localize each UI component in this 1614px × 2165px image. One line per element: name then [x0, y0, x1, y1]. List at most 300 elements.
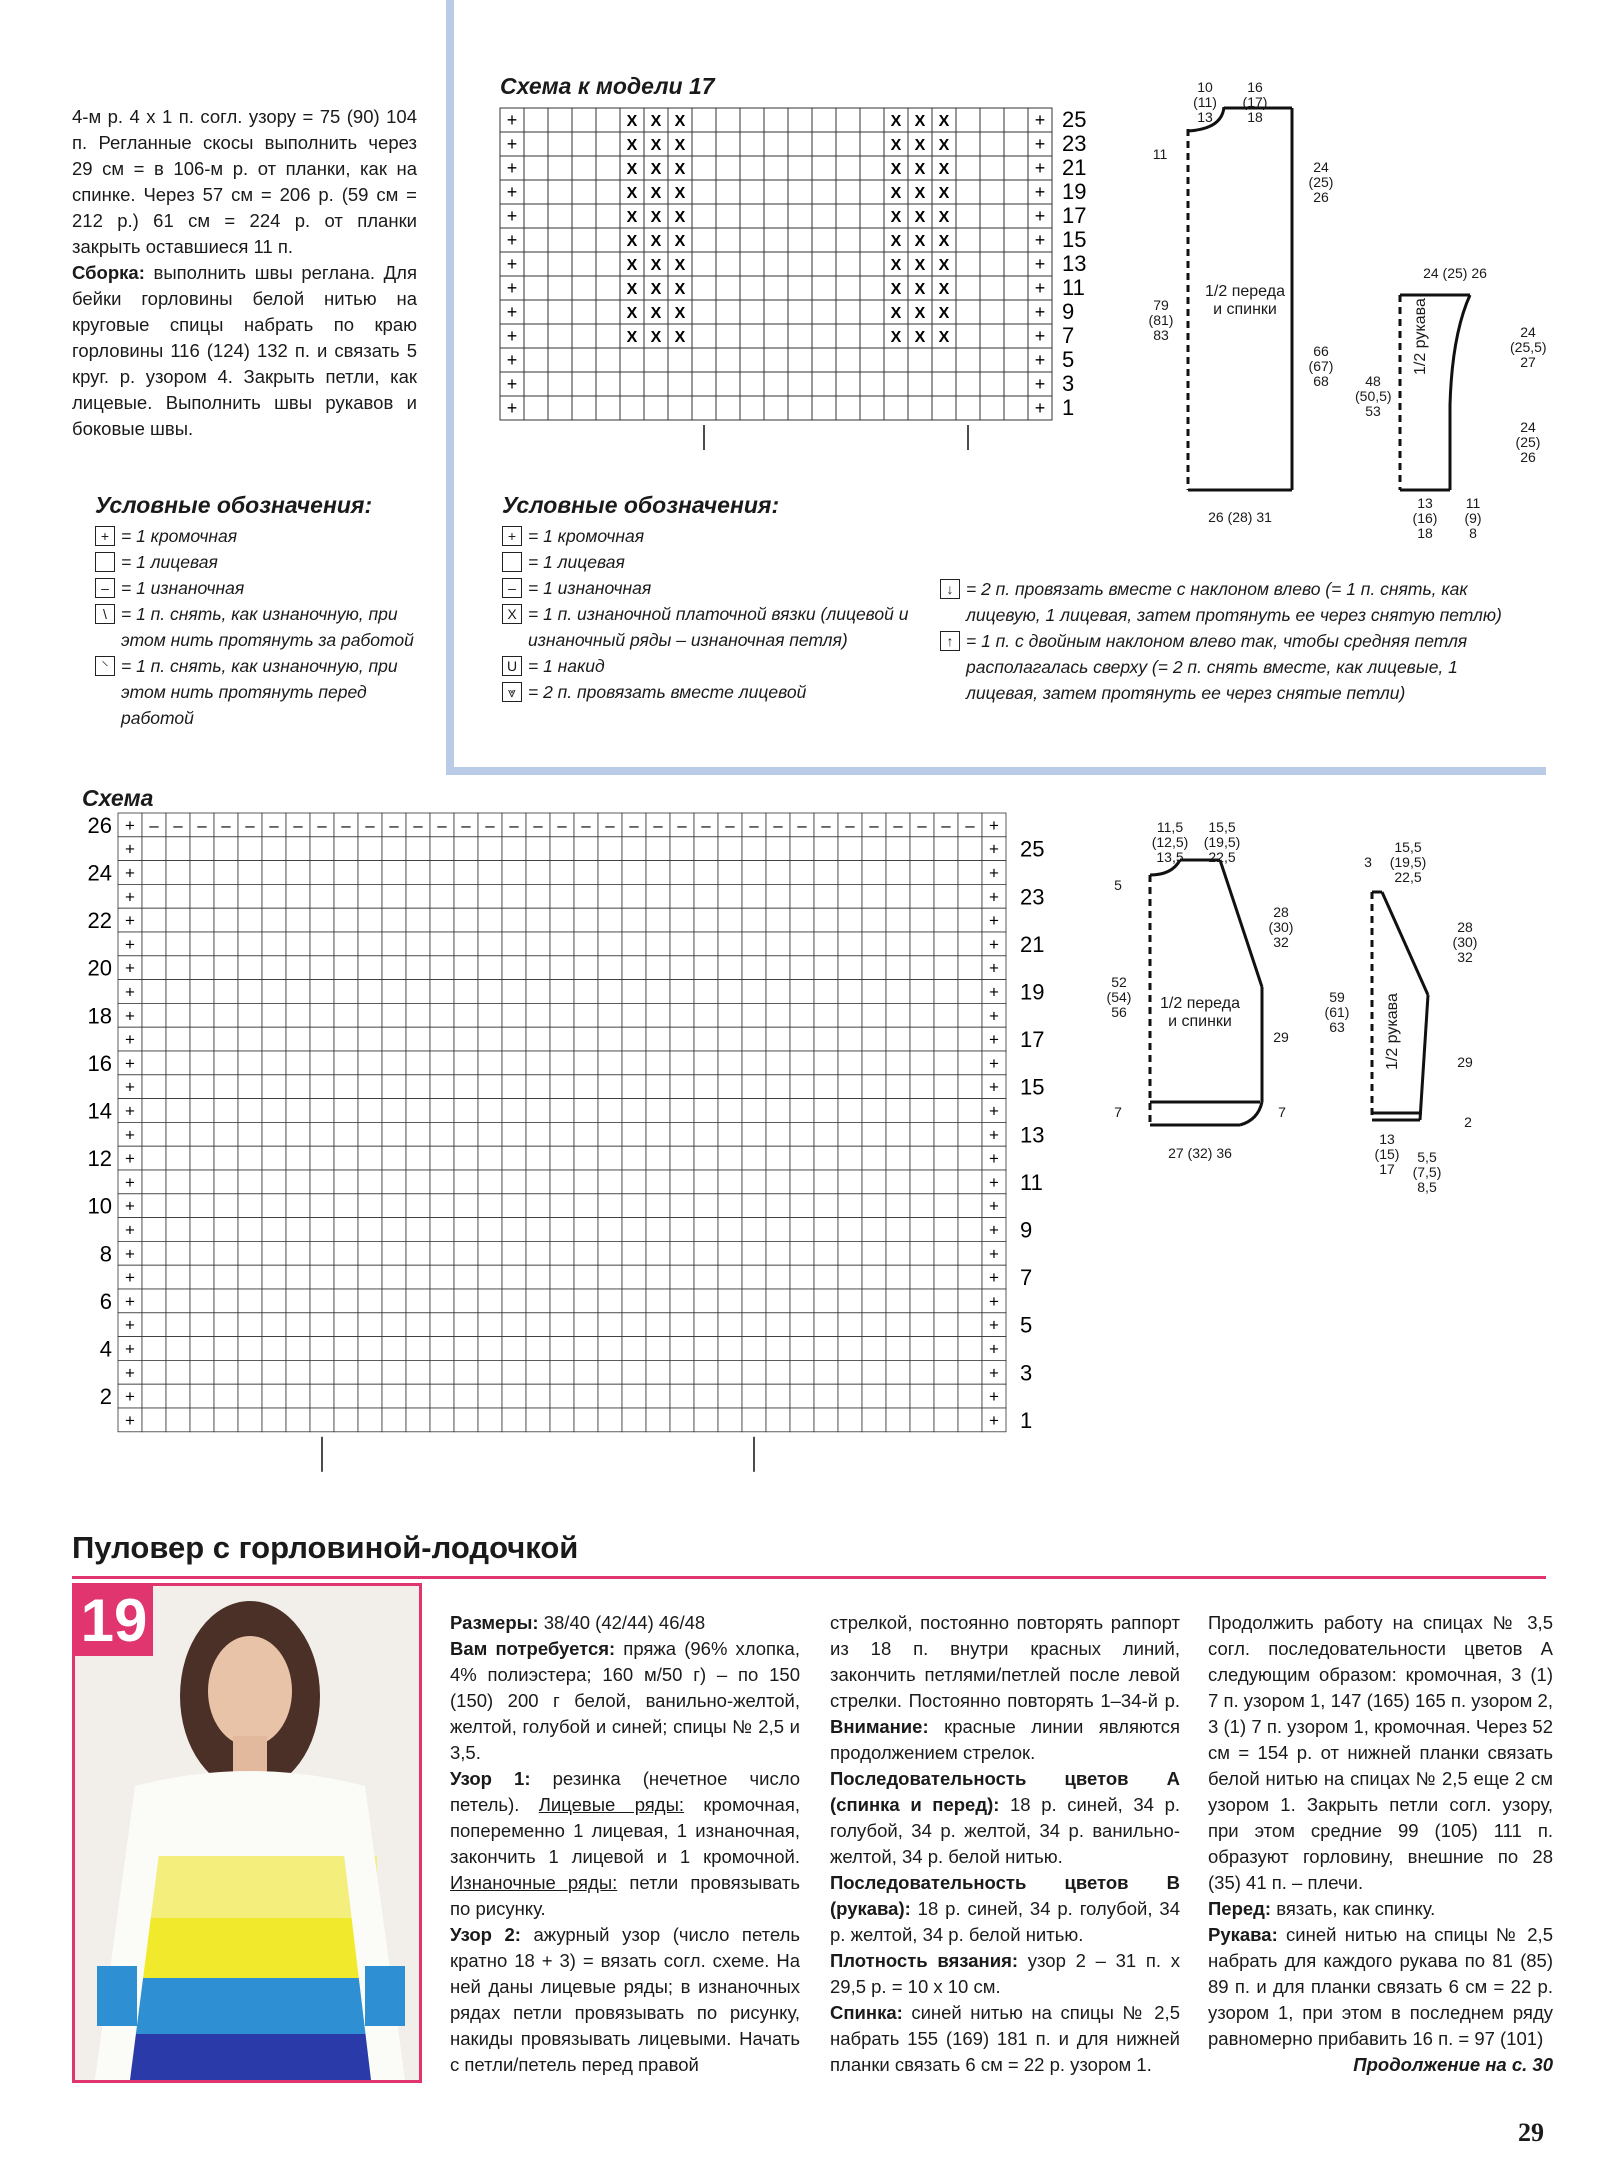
- chart-cell: [214, 1337, 238, 1361]
- chart-cell: [934, 1384, 958, 1408]
- chart-cell: [742, 1170, 766, 1194]
- chart-cell: [814, 1003, 838, 1027]
- chart-cell: [430, 1265, 454, 1289]
- chart-cell: [262, 1146, 286, 1170]
- chart-cell: [956, 156, 980, 180]
- chart-cell: [310, 1313, 334, 1337]
- purl-mark: –: [725, 815, 735, 835]
- chart-cell: [958, 1313, 982, 1337]
- chart-cell: [1004, 204, 1028, 228]
- chart-cell: [598, 1360, 622, 1384]
- row-number: 15: [1062, 227, 1087, 252]
- chart-cell: [790, 1075, 814, 1099]
- chart-cell: [190, 861, 214, 885]
- edge-stitch-mark: +: [125, 887, 135, 907]
- chart-cell: [574, 1241, 598, 1265]
- chart-cell: [166, 1289, 190, 1313]
- chart-cell: [382, 1146, 406, 1170]
- chart-cell: [836, 108, 860, 132]
- chart-cell: [766, 1003, 790, 1027]
- chart-cell: [838, 1218, 862, 1242]
- chart-cell: [838, 956, 862, 980]
- edge-stitch-mark: +: [989, 1077, 999, 1097]
- chart-cell: [598, 837, 622, 861]
- chart-cell: [910, 1289, 934, 1313]
- chart-cell: [214, 1170, 238, 1194]
- chart-cell: [860, 348, 884, 372]
- chart-cell: [836, 348, 860, 372]
- garter-stitch-mark: X: [914, 257, 926, 274]
- chart-cell: [454, 1241, 478, 1265]
- chart-cell: [502, 1194, 526, 1218]
- chart-cell: [166, 1027, 190, 1051]
- legend-item: [502, 549, 922, 575]
- garter-stitch-mark: X: [938, 233, 950, 250]
- chart-cell: [814, 1337, 838, 1361]
- purl-mark: –: [173, 815, 183, 835]
- text: вязать, как спинку.: [1271, 1898, 1436, 1919]
- chart-cell: [694, 1337, 718, 1361]
- chart-cell: [598, 1289, 622, 1313]
- edge-stitch-mark: +: [989, 982, 999, 1002]
- chart-cell: [430, 1289, 454, 1313]
- row-number: 6: [99, 1288, 112, 1314]
- edge-stitch-mark: +: [125, 1006, 135, 1026]
- chart-cell: [502, 908, 526, 932]
- edge-stitch-mark: +: [506, 254, 518, 274]
- chart-cell: [142, 956, 166, 980]
- chart-cell: [910, 1027, 934, 1051]
- chart-cell: [886, 1313, 910, 1337]
- dim-label: 79 (81) 83: [1148, 297, 1174, 343]
- chart-cell: [406, 1360, 430, 1384]
- row-number: 23: [1062, 131, 1087, 156]
- chart-cell: [550, 884, 574, 908]
- chart-cell: [286, 1122, 310, 1146]
- dim-label: 5: [1114, 877, 1122, 893]
- chart-cell: [670, 1027, 694, 1051]
- chart-cell: [574, 908, 598, 932]
- chart-cell: [430, 1241, 454, 1265]
- chart-cell: [166, 1337, 190, 1361]
- chart-cell: [454, 932, 478, 956]
- chart-cell: [142, 1051, 166, 1075]
- purl-mark: –: [533, 815, 543, 835]
- chart-cell: [958, 1289, 982, 1313]
- chart-cell: [574, 884, 598, 908]
- chart-cell: [742, 1408, 766, 1432]
- chart-cell: [502, 1384, 526, 1408]
- chart-cell: [238, 884, 262, 908]
- chart-cell: [430, 1003, 454, 1027]
- chart-main-title: Схема: [82, 785, 154, 811]
- chart-cell: [910, 908, 934, 932]
- edge-stitch-mark: +: [989, 1125, 999, 1145]
- edge-stitch-mark: +: [1034, 206, 1046, 226]
- chart-cell: [838, 1122, 862, 1146]
- chart-cell: [1004, 180, 1028, 204]
- label: Последовательность цветов А (спинка и перед):: [830, 1768, 1180, 1815]
- chart-cell: [166, 908, 190, 932]
- garter-stitch-mark: X: [890, 161, 902, 178]
- chart-cell: [910, 1051, 934, 1075]
- edge-stitch-mark: +: [125, 1387, 135, 1407]
- label: Последовательность цветов В (рукава):: [830, 1872, 1180, 1919]
- chart-cell: [622, 1003, 646, 1027]
- chart-cell: [766, 1170, 790, 1194]
- edge-stitch-mark: +: [989, 1410, 999, 1430]
- chart-cell: [286, 1289, 310, 1313]
- chart-cell: [694, 1170, 718, 1194]
- chart-cell: [598, 1265, 622, 1289]
- chart-cell: [574, 1146, 598, 1170]
- chart-cell: [862, 1408, 886, 1432]
- chart-cell: [766, 1075, 790, 1099]
- chart-cell: [958, 1170, 982, 1194]
- chart-cell: [980, 396, 1004, 420]
- chart-cell: [910, 1408, 934, 1432]
- chart-cell: [766, 1051, 790, 1075]
- row-number: 25: [1062, 107, 1087, 132]
- edge-stitch-mark: +: [506, 110, 518, 130]
- chart-cell: [334, 884, 358, 908]
- chart-cell: [718, 980, 742, 1004]
- chart-cell: [670, 1360, 694, 1384]
- chart-cell: [718, 1051, 742, 1075]
- chart-cell: [262, 1337, 286, 1361]
- chart-cell: [764, 252, 788, 276]
- edge-stitch-mark: +: [989, 1030, 999, 1050]
- chart-cell: [310, 1170, 334, 1194]
- chart-cell: [670, 1384, 694, 1408]
- garter-stitch-mark: X: [890, 209, 902, 226]
- chart-cell: [934, 1241, 958, 1265]
- edge-stitch-mark: +: [1034, 158, 1046, 178]
- chart-cell: [334, 1218, 358, 1242]
- chart-cell: [142, 884, 166, 908]
- chart-cell: [548, 132, 572, 156]
- chart-cell: [668, 348, 692, 372]
- chart-cell: [358, 1194, 382, 1218]
- chart-cell: [716, 300, 740, 324]
- chart-cell: [548, 324, 572, 348]
- chart-cell: [142, 1265, 166, 1289]
- chart-cell: [646, 980, 670, 1004]
- chart-cell: [238, 861, 262, 885]
- chart-cell: [692, 108, 716, 132]
- chart-cell: [692, 276, 716, 300]
- legend-text: = 1 п. снять, как изнаночную, при этом нить протянуть перед работой: [121, 656, 398, 728]
- chart-cell: [740, 132, 764, 156]
- chart-cell: [838, 1099, 862, 1123]
- dim-label: 48 (50,5) 53: [1355, 373, 1392, 419]
- chart-cell: [286, 908, 310, 932]
- chart-cell: [478, 884, 502, 908]
- chart-cell: [764, 300, 788, 324]
- row-number: 23: [1020, 884, 1045, 910]
- chart-cell: [836, 372, 860, 396]
- chart-cell: [262, 1051, 286, 1075]
- purl-mark: –: [269, 815, 279, 835]
- chart-cell: [454, 1146, 478, 1170]
- chart-cell: [214, 1075, 238, 1099]
- chart-cell: [716, 228, 740, 252]
- chart-cell: [382, 1218, 406, 1242]
- purl-mark: –: [941, 815, 951, 835]
- chart-cell: [788, 204, 812, 228]
- chart-cell: [238, 837, 262, 861]
- chart-cell: [382, 1170, 406, 1194]
- chart-cell: [214, 1408, 238, 1432]
- chart-cell: [838, 1003, 862, 1027]
- chart-cell: [814, 1027, 838, 1051]
- edge-stitch-mark: +: [1034, 230, 1046, 250]
- chart-cell: [190, 1289, 214, 1313]
- chart-cell: [358, 1289, 382, 1313]
- chart-cell: [670, 1170, 694, 1194]
- chart-cell: [790, 956, 814, 980]
- chart-cell: [548, 396, 572, 420]
- chart-cell: [478, 1099, 502, 1123]
- chart-cell: [838, 1360, 862, 1384]
- chart-cell: [622, 1313, 646, 1337]
- chart-cell: [740, 396, 764, 420]
- chart-cell: [910, 1170, 934, 1194]
- chart-cell: [572, 156, 596, 180]
- chart-cell: [646, 1122, 670, 1146]
- chart-cell: [956, 324, 980, 348]
- chart-cell: [572, 204, 596, 228]
- chart-cell: [382, 861, 406, 885]
- chart-cell: [934, 1170, 958, 1194]
- chart-cell: [788, 180, 812, 204]
- chart-cell: [574, 1360, 598, 1384]
- chart-cell: [694, 908, 718, 932]
- chart-cell: [910, 1075, 934, 1099]
- chart-cell: [526, 1075, 550, 1099]
- chart-cell: [286, 1194, 310, 1218]
- chart-cell: [358, 1146, 382, 1170]
- chart-cell: [142, 837, 166, 861]
- chart-cell: [310, 1384, 334, 1408]
- chart-cell: [142, 1289, 166, 1313]
- chart-cell: [956, 108, 980, 132]
- chart-cell: [694, 1408, 718, 1432]
- dim-label: 24 (25) 26: [1423, 265, 1487, 281]
- chart-cell: [934, 1408, 958, 1432]
- edge-stitch-mark: +: [1034, 350, 1046, 370]
- chart-cell: [838, 861, 862, 885]
- chart-cell: [478, 837, 502, 861]
- chart-cell: [478, 1337, 502, 1361]
- chart-cell: [358, 1075, 382, 1099]
- purl-mark: –: [221, 815, 231, 835]
- chart-cell: [932, 348, 956, 372]
- chart-cell: [214, 837, 238, 861]
- chart-cell: [646, 1289, 670, 1313]
- chart-cell: [596, 348, 620, 372]
- chart-cell: [548, 276, 572, 300]
- chart-cell: [910, 884, 934, 908]
- chart-cell: [910, 1194, 934, 1218]
- purl-mark: –: [749, 815, 759, 835]
- chart-cell: [550, 1384, 574, 1408]
- chart-cell: [956, 204, 980, 228]
- chart-cell: [790, 884, 814, 908]
- chart-cell: [574, 1075, 598, 1099]
- chart-cell: [836, 396, 860, 420]
- garter-stitch-mark: X: [650, 161, 662, 178]
- legend-item: [502, 653, 922, 679]
- edge-stitch-mark: +: [125, 1149, 135, 1169]
- chart-cell: [190, 1218, 214, 1242]
- chart-main-grid: [70, 805, 1060, 1485]
- chart-cell: [596, 228, 620, 252]
- chart-cell: [956, 300, 980, 324]
- chart-cell: [572, 108, 596, 132]
- chart-cell: [238, 1051, 262, 1075]
- chart-cell: [622, 837, 646, 861]
- chart-cell: [742, 1337, 766, 1361]
- chart-cell: [526, 1384, 550, 1408]
- dim-label: 29: [1273, 1029, 1289, 1045]
- chart-cell: [382, 1313, 406, 1337]
- chart-cell: [694, 1313, 718, 1337]
- edge-stitch-mark: +: [989, 958, 999, 978]
- chart-cell: [1004, 396, 1028, 420]
- chart-cell: [764, 204, 788, 228]
- edge-stitch-mark: +: [989, 1315, 999, 1335]
- chart-cell: [286, 1408, 310, 1432]
- edge-stitch-mark: +: [125, 1172, 135, 1192]
- legend-symbol-icon: [502, 552, 522, 572]
- chart-cell: [142, 1313, 166, 1337]
- chart-cell: [286, 1099, 310, 1123]
- chart-cell: [908, 348, 932, 372]
- text: пряжа (96% хлопка, 4% полиэстера; 160 м/50 г) – по 150 (150) 200 г белой, ванильно-желтой, желтой, голубой и синей; спицы № 2,5 и 3,5.: [450, 1638, 800, 1763]
- chart-cell: [574, 1194, 598, 1218]
- chart-cell: [836, 180, 860, 204]
- dim-label: 13 (15) 17: [1374, 1131, 1400, 1177]
- chart-cell: [646, 1408, 670, 1432]
- chart-cell: [860, 204, 884, 228]
- chart-cell: [860, 108, 884, 132]
- row-number: 25: [1020, 836, 1045, 862]
- garter-stitch-mark: X: [650, 113, 662, 130]
- label: Перед:: [1208, 1898, 1272, 1919]
- chart-cell: [862, 1218, 886, 1242]
- chart-cell: [454, 1384, 478, 1408]
- garter-stitch-mark: X: [890, 137, 902, 154]
- chart-cell: [406, 1194, 430, 1218]
- chart-cell: [956, 228, 980, 252]
- chart-cell: [358, 956, 382, 980]
- edge-stitch-mark: +: [125, 1077, 135, 1097]
- chart-cell: [740, 204, 764, 228]
- chart-cell: [790, 1218, 814, 1242]
- purl-mark: –: [917, 815, 927, 835]
- chart-cell: [766, 956, 790, 980]
- garter-stitch-mark: X: [674, 305, 686, 322]
- chart-cell: [886, 956, 910, 980]
- chart-cell: [214, 980, 238, 1004]
- chart-cell: [548, 300, 572, 324]
- chart-cell: [406, 861, 430, 885]
- chart17-grid: [495, 100, 1095, 460]
- chart-cell: [886, 1027, 910, 1051]
- chart-cell: [1004, 228, 1028, 252]
- chart-cell: [766, 1408, 790, 1432]
- chart-cell: [788, 156, 812, 180]
- chart-cell: [862, 1384, 886, 1408]
- row-number: 7: [1062, 323, 1075, 348]
- chart-cell: [958, 908, 982, 932]
- chart-cell: [430, 1337, 454, 1361]
- text-column-1: [450, 1610, 800, 2078]
- chart-cell: [502, 861, 526, 885]
- chart-cell: [238, 1099, 262, 1123]
- chart-cell: [670, 837, 694, 861]
- chart-cell: [454, 1003, 478, 1027]
- chart-cell: [622, 1194, 646, 1218]
- chart-cell: [716, 156, 740, 180]
- chart-cell: [958, 1051, 982, 1075]
- chart-cell: [238, 1265, 262, 1289]
- chart-cell: [718, 1241, 742, 1265]
- chart-cell: [524, 372, 548, 396]
- chart-cell: [790, 1337, 814, 1361]
- chart-cell: [598, 1122, 622, 1146]
- chart-cell: [598, 956, 622, 980]
- chart-cell: [524, 204, 548, 228]
- garter-stitch-mark: X: [626, 233, 638, 250]
- garter-stitch-mark: X: [650, 257, 662, 274]
- row-number: 5: [1062, 347, 1075, 372]
- chart-cell: [646, 1170, 670, 1194]
- chart-cell: [238, 1075, 262, 1099]
- chart-cell: [716, 324, 740, 348]
- chart-cell: [334, 1241, 358, 1265]
- row-number: 16: [87, 1050, 112, 1076]
- edge-stitch-mark: +: [125, 911, 135, 931]
- chart-cell: [790, 1313, 814, 1337]
- chart-cell: [790, 861, 814, 885]
- chart-cell: [574, 1408, 598, 1432]
- chart-cell: [790, 1122, 814, 1146]
- label: Вам потребуется:: [450, 1638, 616, 1659]
- chart-cell: [886, 1194, 910, 1218]
- chart-cell: [502, 956, 526, 980]
- chart-cell: [742, 1218, 766, 1242]
- chart-cell: [526, 837, 550, 861]
- label: Рукава:: [1208, 1924, 1278, 1945]
- text: синей нитью на спицы № 2,5 набрать для каждого рукава по 81 (85) 89 п. и для планки связать 6 см = 22 р. узором 1, при этом в последнем ряду равномерно прибавить 16 п. = 97 (101): [1208, 1924, 1553, 2049]
- garter-stitch-mark: X: [674, 209, 686, 226]
- chart-cell: [286, 932, 310, 956]
- edge-stitch-mark: +: [506, 134, 518, 154]
- chart-cell: [550, 1146, 574, 1170]
- chart-cell: [310, 1146, 334, 1170]
- edge-stitch-mark: +: [989, 815, 999, 835]
- legend-text: = 1 кромочная: [121, 526, 238, 546]
- edge-stitch-mark: +: [989, 1339, 999, 1359]
- chart-cell: [670, 1051, 694, 1075]
- chart-cell: [550, 908, 574, 932]
- chart-cell: [454, 1408, 478, 1432]
- chart-cell: [718, 1384, 742, 1408]
- chart-cell: [358, 932, 382, 956]
- chart-cell: [692, 252, 716, 276]
